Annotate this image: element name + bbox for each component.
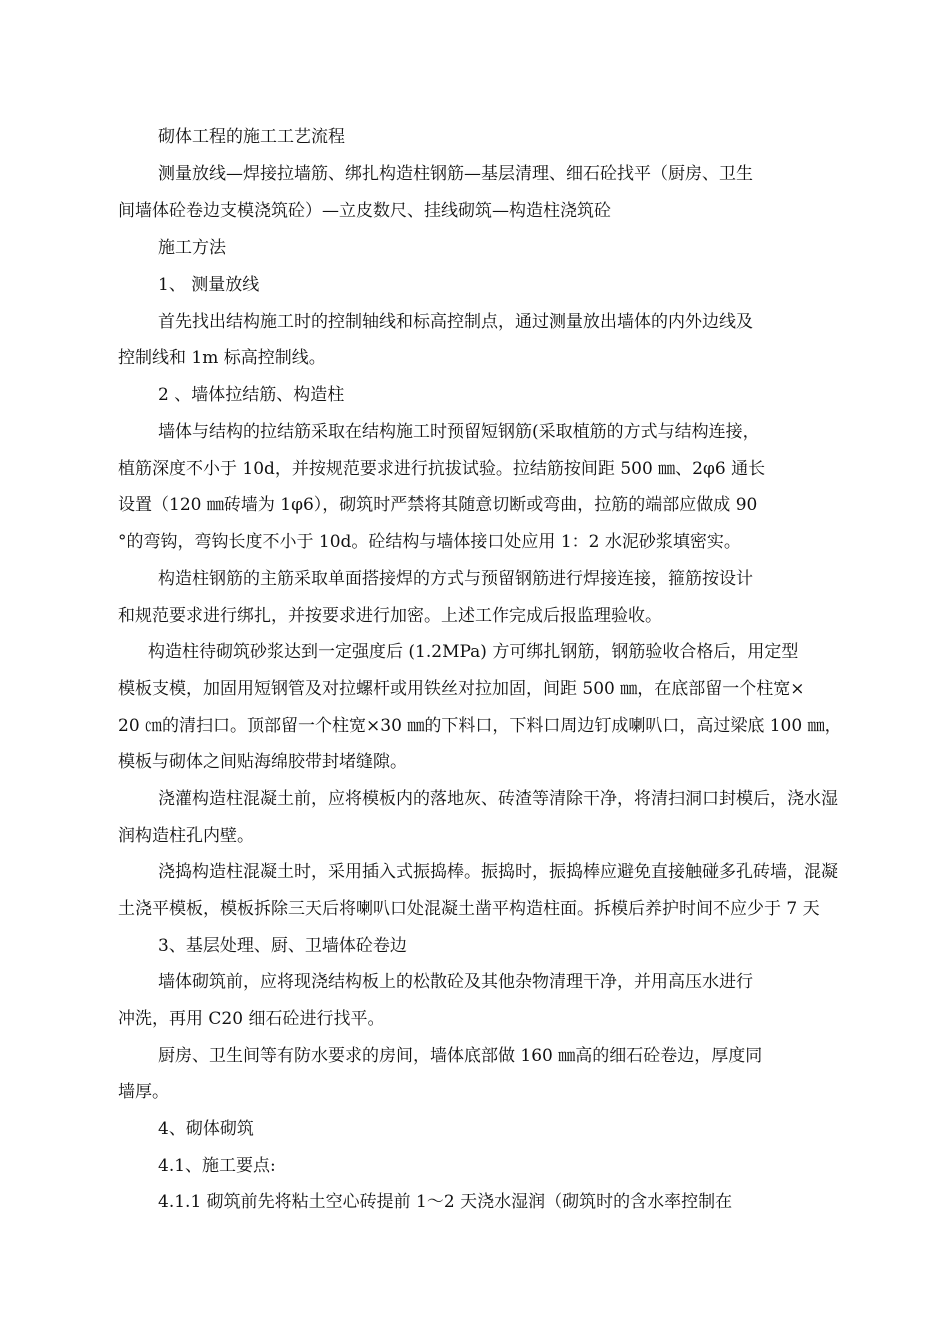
paragraph-line: 润构造柱孔内壁。: [118, 826, 254, 846]
paragraph-line: 植筋深度不小于 10d，并按规范要求进行抗拔试验。拉结筋按间距 500 ㎜、2φ6 通长: [118, 459, 766, 479]
subheading-masonry: 4、砌体砌筑: [158, 1119, 254, 1139]
paragraph-line: 构造柱待砌筑砂浆达到一定强度后 (1.2MPa) 方可绑扎钢筋，钢筋验收合格后，用定型: [148, 642, 799, 662]
paragraph-line: 墙体与结构的拉结筋采取在结构施工时预留短钢筋(采取植筋的方式与结构连接，: [158, 422, 760, 442]
paragraph-line: 土浇平模板，模板拆除三天后将喇叭口处混凝土凿平构造柱面。拆模后养护时间不应少于 7 天: [118, 899, 820, 919]
paragraph-line: 间墙体砼卷边支模浇筑砼）—立皮数尺、挂线砌筑—构造柱浇筑砼: [118, 201, 611, 221]
section-title-process: 砌体工程的施工工艺流程: [158, 127, 345, 147]
paragraph-line: 模板支模，加固用短钢管及对拉螺杆或用铁丝对拉加固，间距 500 ㎜，在底部留一个柱宽×: [118, 679, 805, 699]
paragraph-line: 厨房、卫生间等有防水要求的房间，墙体底部做 160 ㎜高的细石砼卷边，厚度同: [158, 1046, 763, 1066]
paragraph-line: 设置（120 ㎜砖墙为 1φ6），砌筑时严禁将其随意切断或弯曲，拉筋的端部应做成 90: [118, 495, 758, 515]
paragraph-line: 测量放线—焊接拉墙筋、绑扎构造柱钢筋—基层清理、细石砼找平（厨房、卫生: [158, 164, 753, 184]
paragraph-line: 控制线和 1m 标高控制线。: [118, 348, 326, 368]
paragraph-line: 浇灌构造柱混凝土前，应将模板内的落地灰、砖渣等清除干净，将清扫洞口封模后，浇水湿: [158, 789, 838, 809]
paragraph-line: 墙厚。: [118, 1082, 169, 1102]
paragraph-line: °的弯钩，弯钩长度不小于 10d。砼结构与墙体接口处应用 1：2 水泥砂浆填密实。: [118, 532, 741, 552]
paragraph-line: 冲洗，再用 C20 细石砼进行找平。: [118, 1009, 385, 1029]
subheading-key-points: 4.1、施工要点:: [158, 1156, 276, 1176]
subheading-base-treatment: 3、基层处理、厨、卫墙体砼卷边: [158, 936, 407, 956]
paragraph-line: 和规范要求进行绑扎，并按要求进行加密。上述工作完成后报监理验收。: [118, 606, 662, 626]
paragraph-line: 20 ㎝的清扫口。顶部留一个柱宽×30 ㎜的下料口，下料口周边钉成喇叭口，高过梁底 100 ㎜，: [118, 716, 842, 736]
section-title-method: 施工方法: [158, 238, 226, 258]
paragraph-line: 首先找出结构施工时的控制轴线和标高控制点，通过测量放出墙体的内外边线及: [158, 312, 753, 332]
subheading-tie-bars: 2 、墙体拉结筋、构造柱: [158, 385, 345, 405]
paragraph-line: 墙体砌筑前，应将现浇结构板上的松散砼及其他杂物清理干净，并用高压水进行: [158, 972, 753, 992]
paragraph-line: 构造柱钢筋的主筋采取单面搭接焊的方式与预留钢筋进行焊接连接，箍筋按设计: [158, 569, 753, 589]
paragraph-line: 模板与砌体之间贴海绵胶带封堵缝隙。: [118, 752, 407, 772]
subheading-survey: 1、 测量放线: [158, 275, 260, 295]
paragraph-line: 浇捣构造柱混凝土时，采用插入式振捣棒。振捣时，振捣棒应避免直接触碰多孔砖墙，混凝: [158, 862, 838, 882]
paragraph-line: 4.1.1 砌筑前先将粘土空心砖提前 1～2 天浇水湿润（砌筑时的含水率控制在: [158, 1192, 733, 1212]
